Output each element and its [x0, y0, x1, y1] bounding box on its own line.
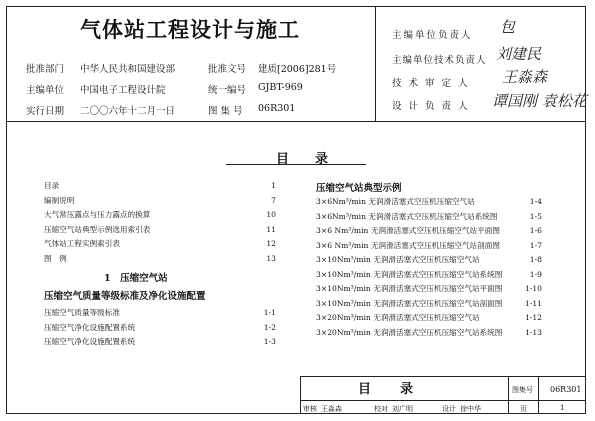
impl-date-label: 实行日期: [26, 106, 65, 117]
list-item[interactable]: 目录 1: [44, 181, 276, 190]
footer-title: 目 录: [358, 382, 415, 397]
list-item[interactable]: 3×10Nm³/min 无润滑活塞式空压机压缩空气站系统图 1-9: [316, 269, 542, 279]
approve-doc-label: 批准文号: [208, 64, 247, 75]
toc-title-underline: [226, 164, 366, 165]
role-design-lead: 设 计 负 责 人: [392, 101, 470, 112]
toc-left-column: [44, 180, 276, 267]
signature-chief-unit-head: 包: [500, 18, 516, 36]
impl-date: 二〇〇六年十二月一日: [80, 106, 176, 117]
list-item[interactable]: 3×10Nm³/min 无润滑活塞式空压机压缩空气站剖面图 1-11: [316, 298, 542, 308]
role-tech-head: 主编单位技术负责人: [392, 55, 487, 66]
list-item[interactable]: 3×20Nm³/min 无润滑活塞式空压机压缩空气站系统图 1-13: [316, 327, 542, 337]
list-item[interactable]: 压缩空气净化设施配置系统 1-2: [44, 322, 276, 332]
title-block-divider-2: [538, 376, 539, 414]
review-name: 王淼森: [321, 405, 342, 413]
list-item[interactable]: 3×6Nm³/min 无润滑活塞式空压机压缩空气站系统图 1-5: [316, 211, 542, 221]
list-item[interactable]: 3×6 Nm³/min 无润滑活塞式空压机压缩空气站平面图 1-6: [316, 226, 542, 235]
list-item[interactable]: 压缩空气站典型示例选用索引表 11: [44, 224, 276, 234]
list-item[interactable]: 3×6 Nm³/min 无润滑活塞式空压机压缩空气站剖面图 1-7: [316, 240, 542, 250]
header-divider: [375, 6, 376, 121]
header-bottom-rule: [6, 121, 586, 122]
design-name: 徐中华: [460, 405, 481, 413]
right-section-heading: 压缩空气站典型示例: [316, 183, 402, 194]
list-item[interactable]: 图 例 13: [44, 253, 276, 263]
check-name: 刘广明: [392, 405, 413, 413]
signature-tech-head: 刘建民: [496, 45, 542, 63]
check-label: 校对: [374, 405, 388, 413]
footer-atlas-no: 06R301: [550, 385, 582, 394]
approve-doc: 建质[2006]281号: [258, 64, 337, 75]
toc-title: 目 录: [276, 152, 329, 167]
atlas-no: 06R301: [258, 103, 296, 114]
list-item[interactable]: 3×20Nm³/min 无润滑活塞式空压机压缩空气站 1-12: [316, 313, 542, 322]
unified-no-label: 统一编号: [208, 85, 247, 96]
list-item[interactable]: 3×6Nm³/min 无润滑活塞式空压机压缩空气站 1-4: [316, 197, 542, 206]
unified-no: GJBT-969: [258, 82, 303, 93]
signature-tech-reviewer: 王淼森: [502, 68, 548, 86]
list-item[interactable]: 压缩空气质量等级标准 1-1: [44, 308, 276, 317]
section-subheading: 压缩空气质量等级标准及净化设施配置: [44, 291, 206, 302]
page-label: 页: [520, 405, 527, 413]
role-tech-reviewer: 技 术 审 定 人: [392, 78, 470, 89]
title-block-rule: [300, 400, 586, 401]
approve-dept: 中华人民共和国建设部: [80, 64, 176, 75]
list-item[interactable]: 大气常压露点与压力露点的换算 10: [44, 210, 276, 219]
atlas-no-label: 图 集 号: [208, 106, 243, 117]
toc-left-column-2: [44, 307, 276, 351]
chief-unit: 中国电子工程设计院: [80, 85, 166, 96]
footer-atlas-label: 图集号: [512, 386, 533, 394]
atlas-title: 气体站工程设计与施工: [80, 17, 300, 42]
list-item[interactable]: 3×10Nm³/min 无润滑活塞式空压机压缩空气站平面图 1-10: [316, 284, 542, 293]
toc-right-column: [316, 196, 542, 341]
list-item[interactable]: 编制说明 7: [44, 195, 276, 205]
role-chief-unit-head: 主编单位负责人: [392, 30, 473, 41]
list-item[interactable]: 压缩空气净化设施配置系统 1-3: [44, 337, 276, 346]
title-block-divider-1: [508, 376, 509, 414]
list-item[interactable]: 3×10Nm³/min 无润滑活塞式空压机压缩空气站 1-8: [316, 255, 542, 264]
design-label: 设计: [442, 405, 456, 413]
approve-dept-label: 批准部门: [26, 64, 65, 75]
page-number: 1: [560, 404, 565, 412]
signature-design-lead: 谭国刚 袁松花: [492, 92, 587, 110]
list-item[interactable]: 气体站工程实例索引表 12: [44, 239, 276, 248]
section-heading: 1 压缩空气站: [104, 273, 168, 284]
chief-unit-label: 主编单位: [26, 85, 65, 96]
review-label: 审核: [303, 405, 317, 413]
